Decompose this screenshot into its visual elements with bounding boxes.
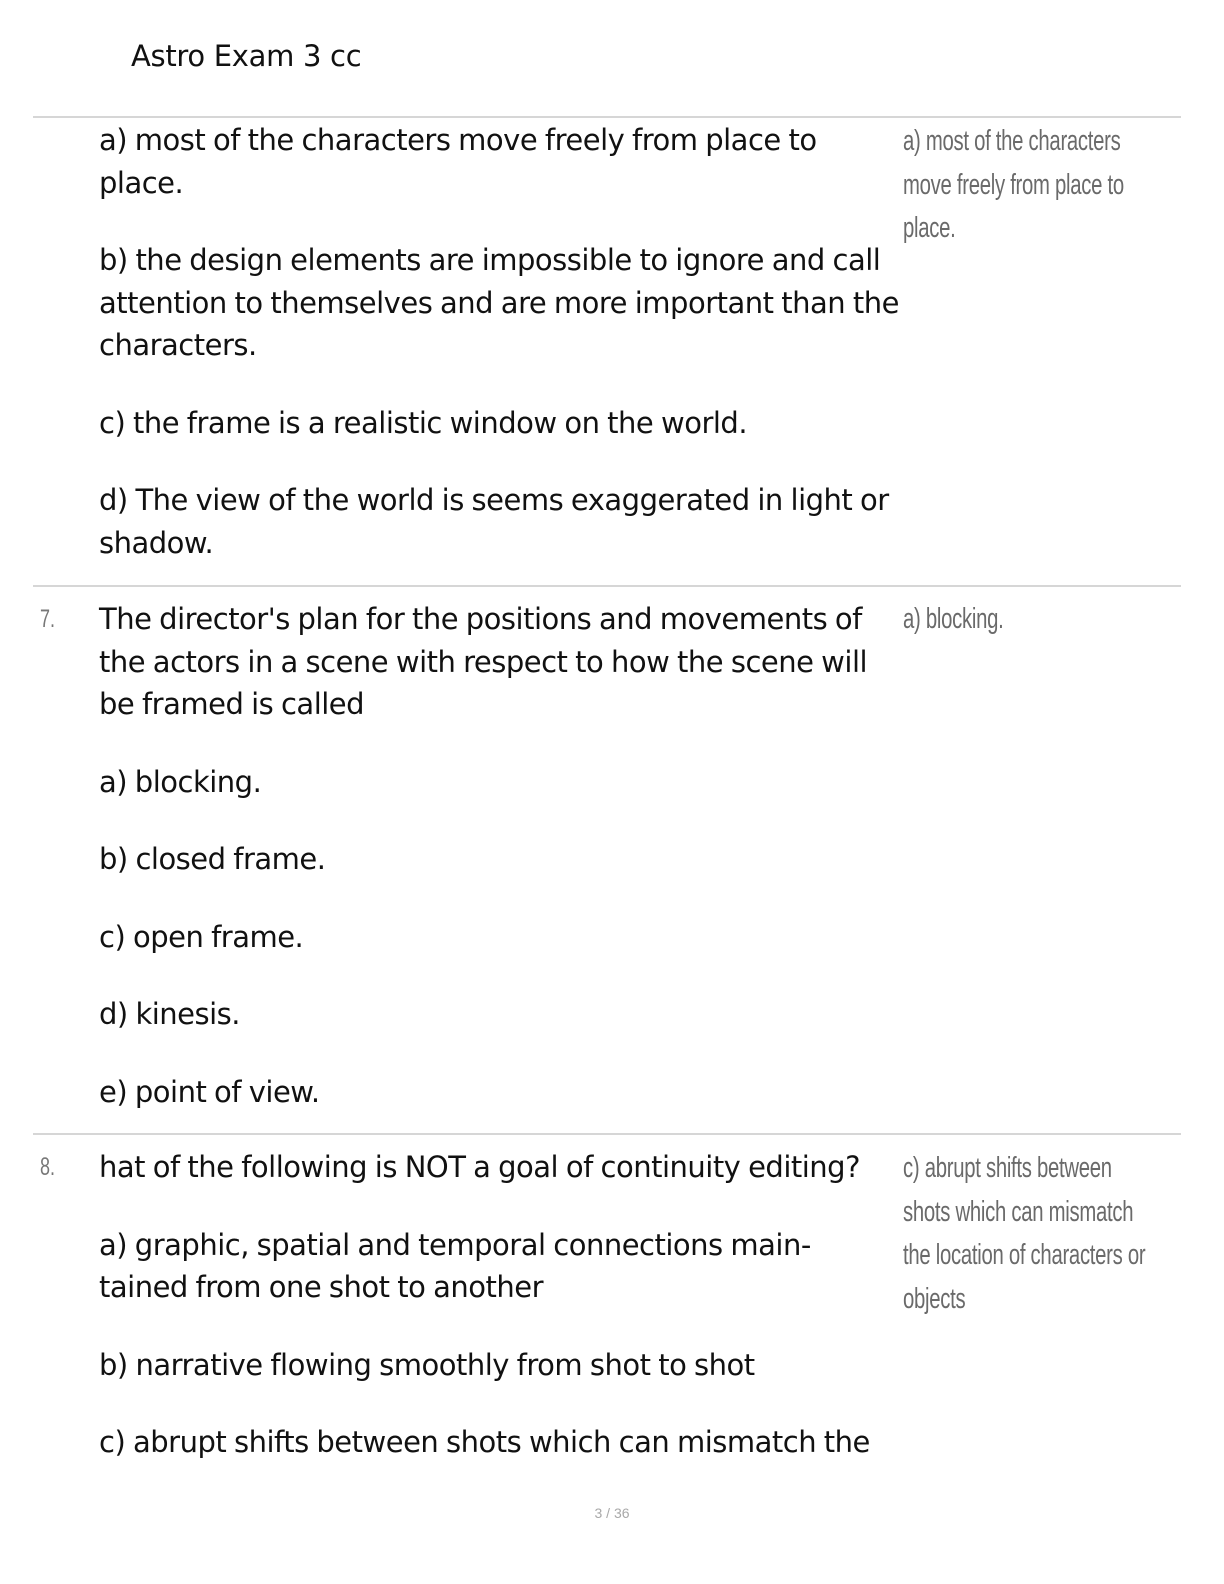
question-6-options [99, 119, 899, 564]
divider [33, 585, 1181, 587]
option-a: a) blocking. [99, 764, 262, 799]
divider [33, 116, 1181, 118]
question-7-body [99, 598, 899, 1113]
option-e: e) point of view. [99, 1074, 320, 1109]
option-b: b) narrative flowing smoothly from shot to shot [99, 1347, 755, 1382]
option-d: d) The view of the world is seems exaggerated in light or shadow. [99, 483, 889, 560]
option-b: b) the design elements are impossible to ignore and call attention to themselves and are more important than the characters. [99, 243, 899, 362]
option-c: c) the frame is a realistic window on the world. [99, 405, 748, 440]
option-a: a) graphic, spatial and temporal connections main-tained from one shot to another [99, 1227, 811, 1304]
divider [33, 1133, 1181, 1135]
option-a: a) most of the characters move freely from place to place. [99, 123, 817, 200]
document-title: Astro Exam 3 cc [131, 39, 362, 73]
option-b: b) closed frame. [99, 842, 326, 876]
option-c: c) abrupt shifts between shots which can mismatch the [99, 1425, 870, 1459]
answer-text: a) blocking. [903, 603, 1004, 635]
question-text: The director's plan for the positions and movements of the actors in a scene with respect to how the scene will be framed is called [99, 602, 868, 721]
question-number: 8. [40, 1153, 56, 1181]
page-number: 3 / 36 [594, 1505, 630, 1521]
answer-text: c) abrupt shifts between shots which can mismatch the location of characters or objects [903, 1152, 1146, 1315]
question-number: 7. [40, 605, 56, 633]
option-d: d) kinesis. [99, 997, 241, 1031]
option-c: c) open frame. [99, 919, 304, 954]
question-8-body [99, 1146, 899, 1464]
answer-text: a) most of the characters move freely from place to place. [903, 125, 1124, 244]
question-text: hat of the following is NOT a goal of continuity editing? [99, 1150, 860, 1184]
